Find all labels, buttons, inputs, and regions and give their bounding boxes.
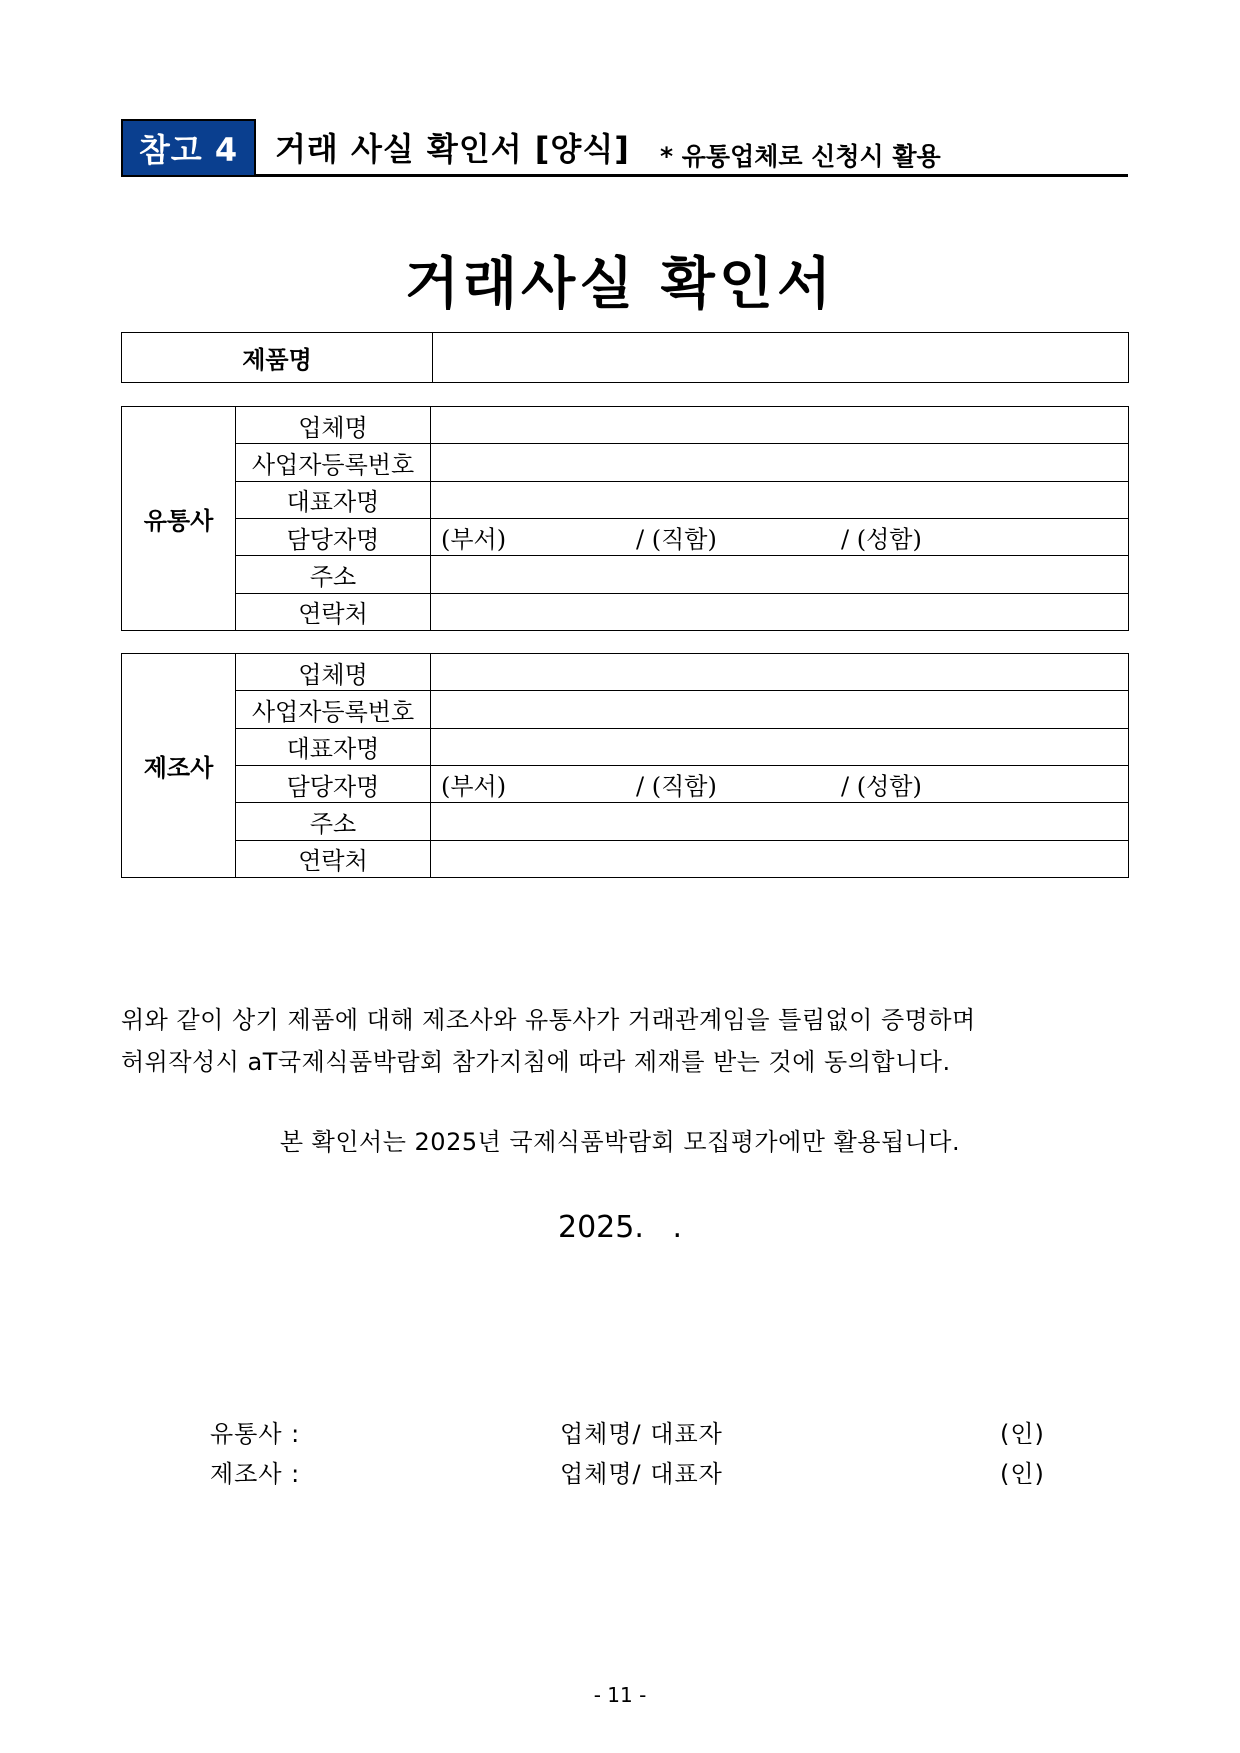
distributor-contact-label: 담당자명	[236, 518, 431, 555]
distributor-person-field: / (성함)	[841, 525, 922, 554]
distributor-regno-label: 사업자등록번호	[236, 444, 431, 481]
distributor-phone-field[interactable]	[431, 593, 1129, 630]
section-title: 거래 사실 확인서 [양식]	[275, 130, 630, 168]
distributor-address-label: 주소	[236, 556, 431, 593]
distributor-regno-field[interactable]	[431, 444, 1129, 481]
signature-manufacturer-seal[interactable]: (인)	[1000, 1460, 1045, 1488]
product-table	[121, 332, 1129, 383]
manufacturer-group-label: 제조사	[122, 654, 236, 878]
distributor-phone-label: 연락처	[236, 593, 431, 630]
manufacturer-ceo-label: 대표자명	[236, 728, 431, 765]
distributor-ceo-field[interactable]	[431, 481, 1129, 518]
manufacturer-table	[121, 653, 1129, 878]
manufacturer-address-label: 주소	[236, 803, 431, 840]
manufacturer-contact-field[interactable]	[431, 765, 1129, 802]
manufacturer-phone-field[interactable]	[431, 840, 1129, 877]
manufacturer-dept-field: (부서)	[441, 772, 507, 801]
signature-distributor-label: 업체명/ 대표자	[560, 1420, 723, 1448]
manufacturer-regno-label: 사업자등록번호	[236, 691, 431, 728]
distributor-ceo-label: 대표자명	[236, 481, 431, 518]
signature-manufacturer-label: 업체명/ 대표자	[560, 1460, 723, 1488]
distributor-address-field[interactable]	[431, 556, 1129, 593]
manufacturer-ceo-field[interactable]	[431, 728, 1129, 765]
signature-distributor-party: 유통사 :	[210, 1420, 301, 1448]
distributor-company-label: 업체명	[236, 407, 431, 444]
reference-tag: 참고 4	[121, 119, 256, 177]
manufacturer-regno-field[interactable]	[431, 691, 1129, 728]
signature-distributor-seal[interactable]: (인)	[1000, 1420, 1045, 1448]
manufacturer-contact-label: 담당자명	[236, 765, 431, 802]
distributor-position-field: / (직함)	[636, 525, 717, 554]
statement-usage-note: 본 확인서는 2025년 국제식품박람회 모집평가에만 활용됩니다.	[279, 1128, 961, 1156]
statement-line-1: 위와 같이 상기 제품에 대해 제조사와 유통사가 거래관계임을 틀림없이 증명하며	[121, 1006, 976, 1034]
product-name-field[interactable]	[433, 333, 1129, 383]
distributor-dept-field: (부서)	[441, 525, 507, 554]
manufacturer-company-label: 업체명	[236, 654, 431, 691]
manufacturer-address-field[interactable]	[431, 803, 1129, 840]
distributor-table	[121, 406, 1129, 631]
manufacturer-position-field: / (직함)	[636, 772, 717, 801]
distributor-company-field[interactable]	[431, 407, 1129, 444]
signature-manufacturer-party: 제조사 :	[210, 1460, 301, 1488]
manufacturer-phone-label: 연락처	[236, 840, 431, 877]
product-name-label: 제품명	[122, 333, 433, 383]
statement-line-2: 허위작성시 aT국제식품박람회 참가지침에 따라 제재를 받는 것에 동의합니다.	[121, 1048, 951, 1076]
manufacturer-company-field[interactable]	[431, 654, 1129, 691]
section-note: * 유통업체로 신청시 활용	[660, 142, 941, 171]
distributor-contact-field[interactable]	[431, 518, 1129, 555]
document-title: 거래사실 확인서	[404, 251, 836, 317]
date-field[interactable]: 2025. .	[558, 1210, 683, 1245]
manufacturer-person-field: / (성함)	[841, 772, 922, 801]
distributor-group-label: 유통사	[122, 407, 236, 631]
header-underline	[256, 174, 1128, 177]
page-number: - 11 -	[593, 1683, 647, 1707]
